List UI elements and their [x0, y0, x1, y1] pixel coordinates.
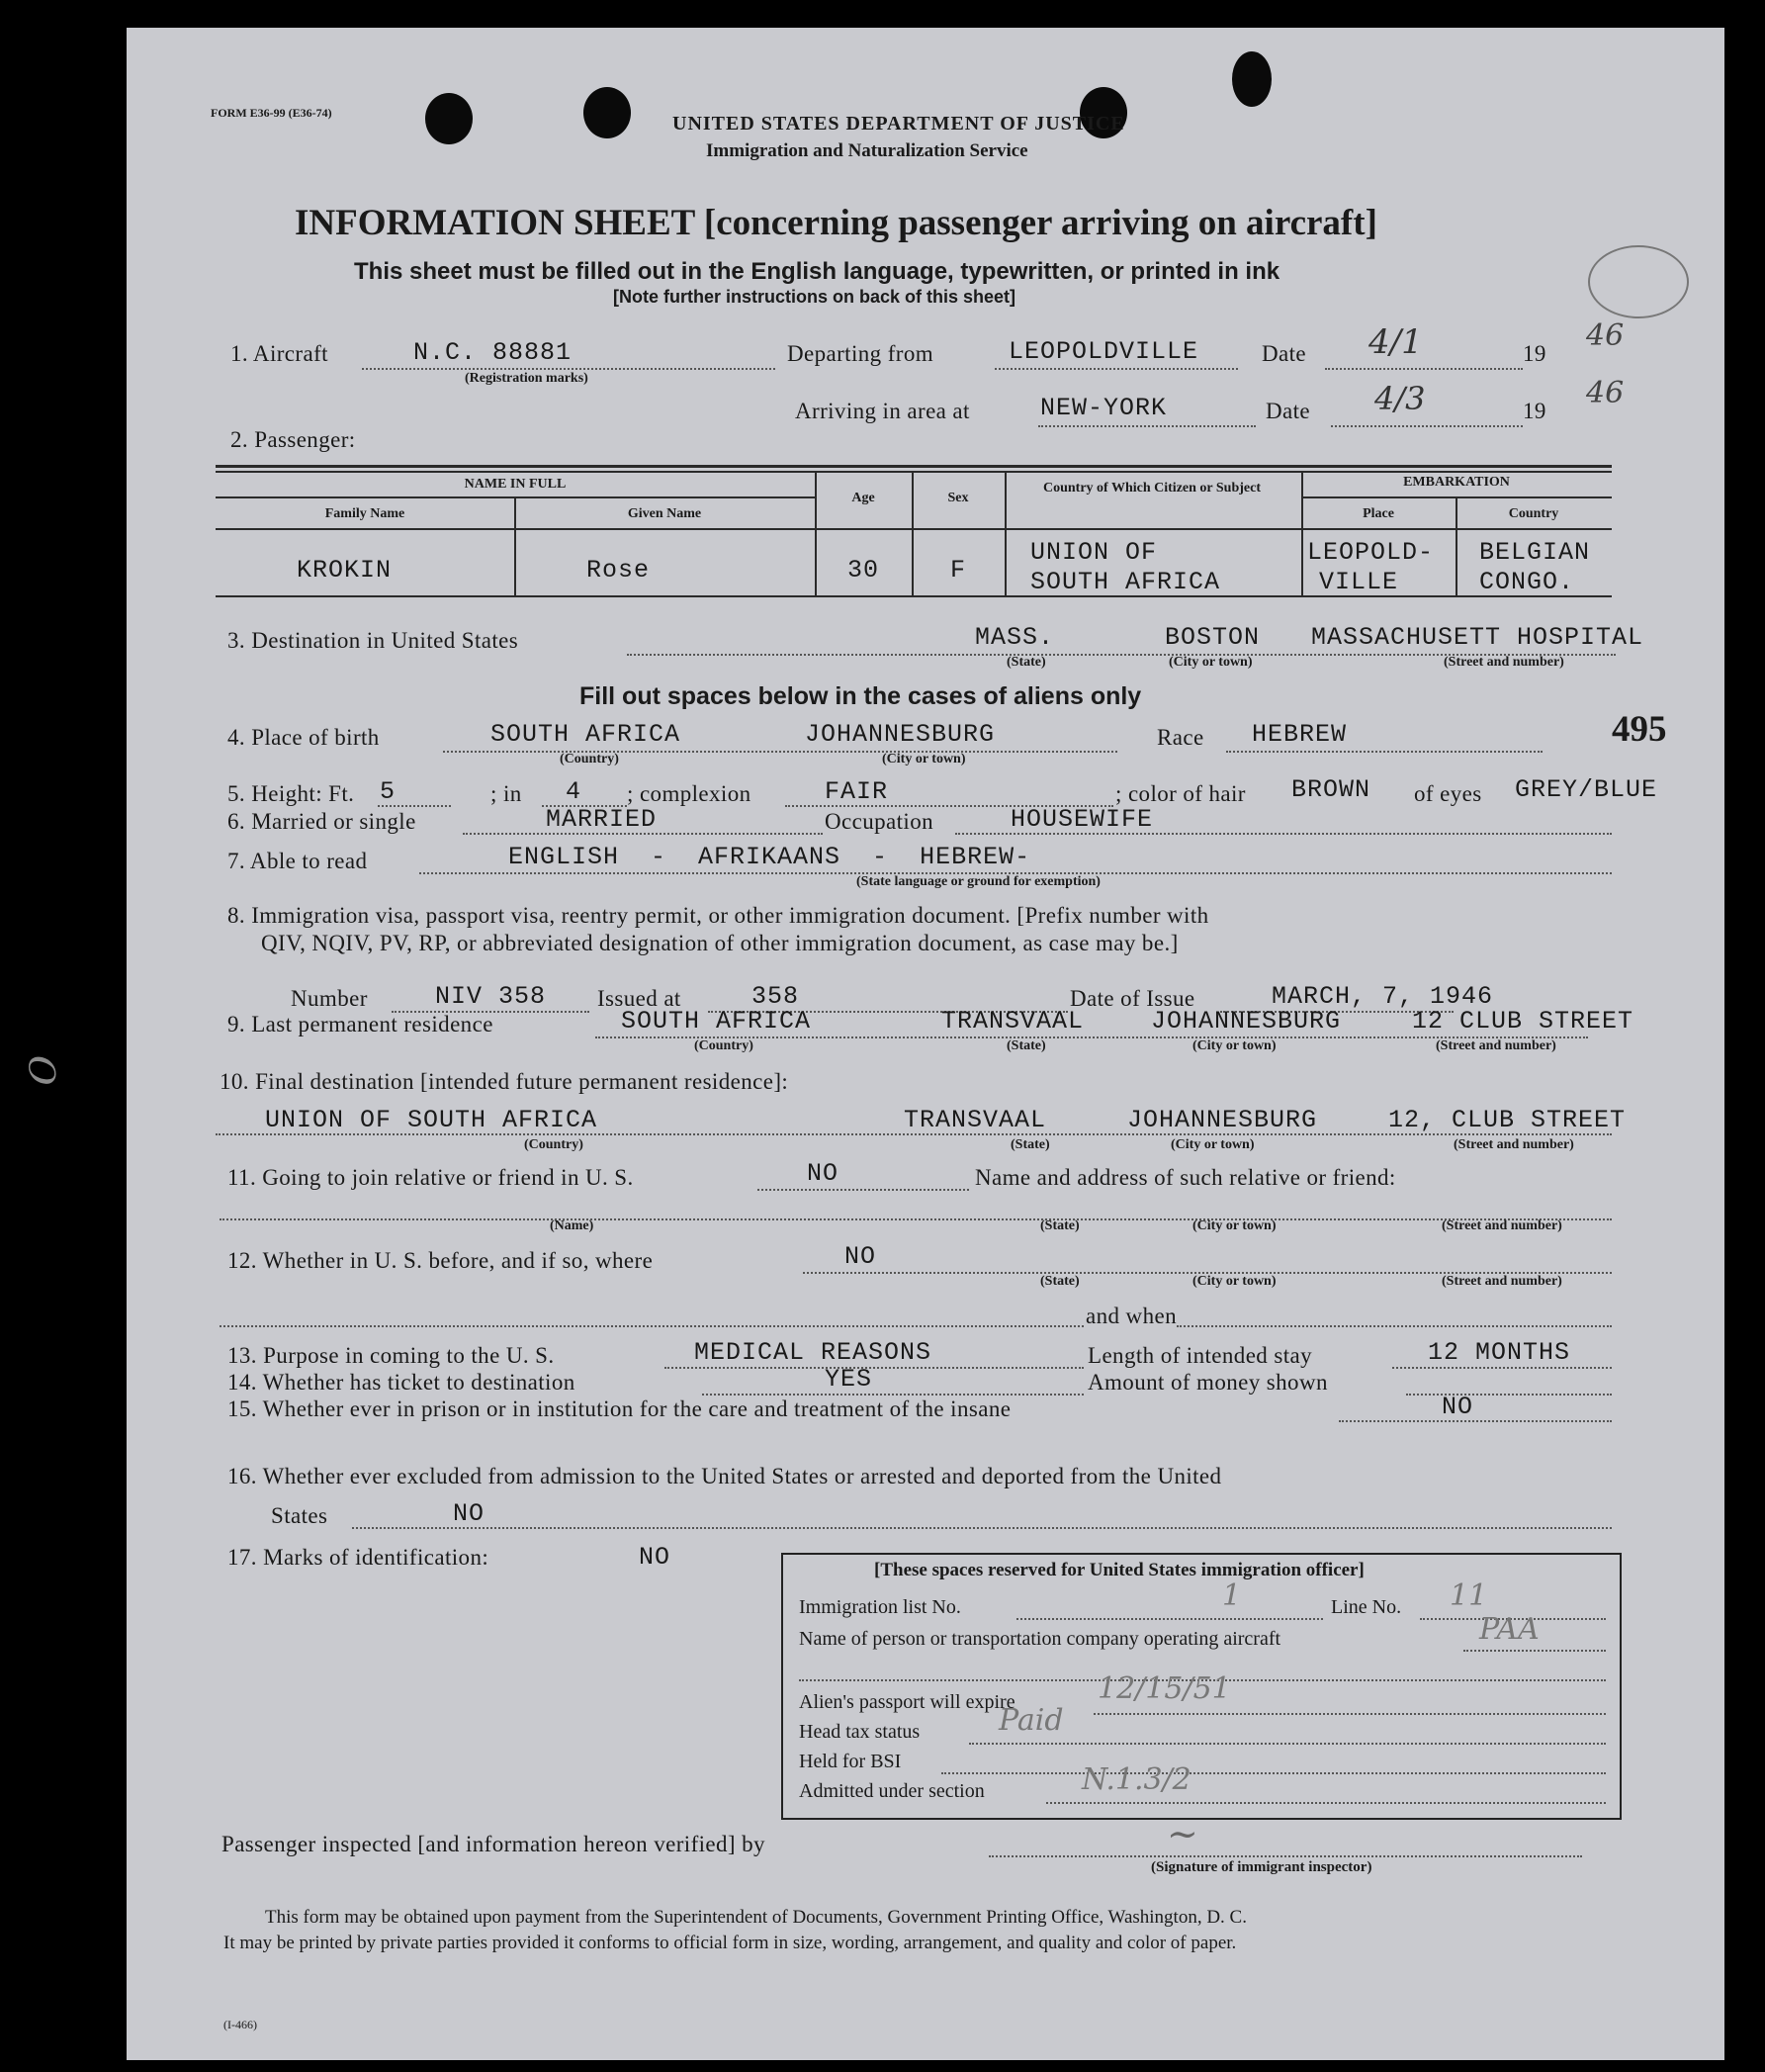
footer-line1: This form may be obtained upon payment from the Superintendent of Documents, Government Printing Office, Washington, D. C. — [265, 1907, 1247, 1928]
header-embarkation: EMBARKATION — [1403, 475, 1510, 490]
item8-line1: 8. Immigration visa, passport visa, reentry permit, or other immigration document. [Prefix number with — [227, 903, 1209, 928]
cap: (City or town) — [1192, 1038, 1277, 1053]
arrive-year-field: 46 — [1586, 376, 1625, 410]
admitted-label: Admitted under section — [799, 1780, 985, 1802]
passport-field: 12/15/51 — [1098, 1671, 1231, 1706]
birth-city: JOHANNESBURG — [805, 720, 996, 749]
occupation-field: HOUSEWIFE — [1011, 805, 1154, 834]
friend-name-label: Name and address of such relative or friend: — [975, 1165, 1396, 1190]
corner-code: (I-466) — [223, 2018, 257, 2031]
cap: (State) — [1040, 1274, 1080, 1289]
age-cell: 30 — [846, 556, 879, 585]
arriving-label: Arriving in area at — [795, 399, 970, 423]
family-name-cell: KROKIN — [296, 556, 392, 585]
bsi-label: Held for BSI — [799, 1751, 902, 1772]
complexion-field: FAIR — [825, 777, 889, 806]
complexion-label: ; complexion — [627, 781, 751, 806]
cap: (Country) — [560, 752, 619, 766]
issued-at-field: 358 — [751, 982, 800, 1011]
arrive-year-prefix: 19 — [1523, 399, 1546, 423]
departing-field: LEOPOLDVILLE — [1009, 337, 1199, 366]
header-family: Family Name — [324, 506, 405, 521]
line-label: Line No. — [1331, 1596, 1402, 1618]
departing-label: Departing from — [787, 341, 934, 366]
item7-label: 7. Able to read — [227, 849, 368, 873]
prison-field: NO — [1442, 1393, 1474, 1421]
header-name: NAME IN FULL — [464, 477, 567, 492]
item2-label: 2. Passenger: — [230, 427, 356, 452]
money-label: Amount of money shown — [1088, 1370, 1328, 1395]
place-cell-line2: VILLE — [1319, 568, 1399, 596]
item15-label: 15. Whether ever in prison or in institution for the care and treatment of the insane — [227, 1396, 1012, 1421]
residence-city: JOHANNESBURG — [1151, 1007, 1342, 1036]
cap: (State language or ground for exemption) — [856, 874, 1101, 889]
cap: (Street and number) — [1442, 1218, 1562, 1233]
form-number: FORM E36-99 (E36-74) — [211, 106, 332, 120]
item8-line2: QIV, NQIV, PV, RP, or abbreviated designation of other immigration document, as case may be.] — [261, 931, 1179, 955]
issue-date-field: MARCH, 7, 1946 — [1272, 982, 1494, 1011]
depart-date-label: Date — [1262, 341, 1307, 366]
item12-label: 12. Whether in U. S. before, and if so, where — [227, 1248, 654, 1273]
race-label: Race — [1157, 725, 1204, 750]
item14-label: 14. Whether has ticket to destination — [227, 1370, 575, 1395]
languages-field: ENGLISH - AFRIKAANS - HEBREW- — [508, 843, 1031, 871]
punch-hole — [425, 93, 473, 144]
aliens-heading: Fill out spaces below in the cases of aliens only — [579, 682, 1142, 710]
item5-label: 5. Height: Ft. — [227, 781, 355, 806]
cap: (Name) — [550, 1218, 594, 1233]
headtax-label: Head tax status — [799, 1721, 921, 1743]
marital-field: MARRIED — [546, 805, 658, 834]
item1-label: 1. Aircraft — [230, 341, 328, 366]
cap: (City or town) — [1171, 1137, 1255, 1152]
hair-field: BROWN — [1291, 775, 1371, 804]
arrive-date-field: 4/3 — [1374, 380, 1426, 417]
in-label: ; in — [490, 781, 522, 806]
item16-line1: 16. Whether ever excluded from admission to the United States or arrested and deported from the United — [227, 1464, 1222, 1488]
inspected-label: Passenger inspected [and information hereon verified] by — [221, 1832, 765, 1856]
emb-country-cell-line2: CONGO. — [1479, 568, 1575, 596]
in-us-before-field: NO — [844, 1242, 877, 1271]
stamp-number: 495 — [1612, 709, 1667, 750]
cap: (Street and number) — [1436, 1038, 1556, 1053]
residence-street: 12 CLUB STREET — [1412, 1007, 1634, 1036]
item17-label: 17. Marks of identification: — [227, 1545, 489, 1570]
list-no-field: 1 — [1222, 1578, 1242, 1613]
item13-label: 13. Purpose in coming to the U. S. — [227, 1343, 555, 1368]
join-friend-field: NO — [807, 1159, 839, 1188]
stay-field: 12 MONTHS — [1428, 1338, 1571, 1367]
final-street: 12, CLUB STREET — [1388, 1106, 1627, 1134]
admitted-field: N.1.3/2 — [1082, 1762, 1191, 1797]
issue-date-label: Date of Issue — [1070, 986, 1195, 1011]
service-name: Immigration and Naturalization Service — [706, 140, 1028, 161]
stay-label: Length of intended stay — [1088, 1343, 1313, 1368]
margin-handwriting: Ⲟ — [20, 1059, 65, 1088]
birth-country: SOUTH AFRICA — [490, 720, 681, 749]
instruction-note: [Note further instructions on back of this sheet] — [613, 287, 1016, 307]
place-cell-line1: LEOPOLD- — [1307, 538, 1435, 567]
header-age: Age — [851, 491, 875, 505]
cap: (State) — [1040, 1218, 1080, 1233]
circle-mark — [1588, 245, 1689, 318]
eyes-label: of eyes — [1414, 781, 1482, 806]
punch-hole — [583, 87, 631, 138]
occupation-label: Occupation — [825, 809, 934, 834]
passport-label: Alien's passport will expire — [799, 1691, 1015, 1713]
final-state: TRANSVAAL — [904, 1106, 1047, 1134]
cap: (State) — [1011, 1137, 1050, 1152]
eyes-field: GREY/BLUE — [1515, 775, 1658, 804]
marks-field: NO — [639, 1543, 671, 1572]
item9-label: 9. Last permanent residence — [227, 1012, 493, 1036]
dest-street: MASSACHUSETT HOSPITAL — [1311, 623, 1644, 652]
cap: (City or town) — [882, 752, 966, 766]
header-sex: Sex — [947, 491, 969, 505]
punch-hole — [1232, 51, 1272, 107]
residence-country: SOUTH AFRICA — [621, 1007, 812, 1036]
arrive-date-label: Date — [1266, 399, 1311, 423]
cap: (Country) — [694, 1038, 753, 1053]
when-label: and when — [1086, 1304, 1177, 1328]
header-country: Country of Which Citizen or Subject — [1043, 481, 1261, 495]
reg-caption: (Registration marks) — [465, 371, 588, 386]
purpose-field: MEDICAL REASONS — [694, 1338, 932, 1367]
cap: (City or town) — [1192, 1274, 1277, 1289]
operator-label: Name of person or transportation company operating aircraft — [799, 1628, 1281, 1650]
visa-number-field: NIV 358 — [435, 982, 547, 1011]
citizen-cell-line2: SOUTH AFRICA — [1030, 568, 1221, 596]
line-no-field: 11 — [1450, 1578, 1488, 1613]
officer-box-heading: [These spaces reserved for United States immigration officer] — [874, 1560, 1365, 1580]
citizen-cell-line1: UNION OF — [1030, 538, 1158, 567]
final-country: UNION OF SOUTH AFRICA — [265, 1106, 598, 1134]
final-city: JOHANNESBURG — [1127, 1106, 1318, 1134]
headtax-field: Paid — [999, 1703, 1064, 1738]
header-place: Place — [1363, 506, 1394, 521]
cap: (State) — [1007, 1038, 1046, 1053]
emb-country-cell-line1: BELGIAN — [1479, 538, 1591, 567]
signature-caption: (Signature of immigrant inspector) — [1151, 1859, 1372, 1875]
ticket-field: YES — [825, 1365, 873, 1394]
inspector-signature: ~ — [1167, 1812, 1198, 1855]
arriving-field: NEW-YORK — [1040, 394, 1168, 422]
cap: (Street and number) — [1444, 655, 1564, 670]
page-title: INFORMATION SHEET [concerning passenger arriving on aircraft] — [295, 203, 1377, 243]
dest-city: BOSTON — [1165, 623, 1261, 652]
item4-label: 4. Place of birth — [227, 725, 380, 750]
depart-date-field: 4/1 — [1368, 322, 1423, 362]
item6-label: 6. Married or single — [227, 809, 416, 834]
depart-year-field: 46 — [1586, 318, 1625, 353]
sex-cell: F — [949, 556, 966, 585]
height-in: 4 — [566, 777, 582, 806]
list-label: Immigration list No. — [799, 1596, 961, 1618]
cap: (Street and number) — [1442, 1274, 1562, 1289]
race-field: HEBREW — [1252, 720, 1348, 749]
item10-label: 10. Final destination [intended future permanent residence]: — [220, 1069, 789, 1094]
residence-state: TRANSVAAL — [941, 1007, 1085, 1036]
item16-line2: States — [271, 1503, 328, 1528]
cap: (State) — [1007, 655, 1046, 670]
issued-label: Issued at — [597, 986, 681, 1011]
item3-label: 3. Destination in United States — [227, 628, 519, 653]
hair-label: ; color of hair — [1115, 781, 1246, 806]
cap: (Street and number) — [1454, 1137, 1574, 1152]
number-label: Number — [291, 986, 368, 1011]
footer-line2: It may be printed by private parties provided it conforms to official form in size, wording, arrangement, and quality and color of paper. — [223, 1933, 1237, 1953]
header-emb-country: Country — [1508, 506, 1559, 521]
operator-field: PAA — [1479, 1612, 1540, 1647]
instruction: This sheet must be filled out in the English language, typewritten, or printed in ink — [354, 258, 1280, 285]
cap: (City or town) — [1192, 1218, 1277, 1233]
aircraft-field: N.C. 88881 — [413, 338, 573, 367]
header-given: Given Name — [627, 506, 702, 521]
dest-state: MASS. — [975, 623, 1055, 652]
cap: (City or town) — [1169, 655, 1253, 670]
cap: (Country) — [524, 1137, 583, 1152]
excluded-field: NO — [453, 1499, 485, 1528]
given-name-cell: Rose — [585, 556, 650, 585]
agency-name: UNITED STATES DEPARTMENT OF JUSTICE — [672, 113, 1125, 135]
depart-year-prefix: 19 — [1523, 341, 1546, 366]
item11-label: 11. Going to join relative or friend in U. S. — [227, 1165, 634, 1190]
height-ft: 5 — [380, 777, 397, 806]
